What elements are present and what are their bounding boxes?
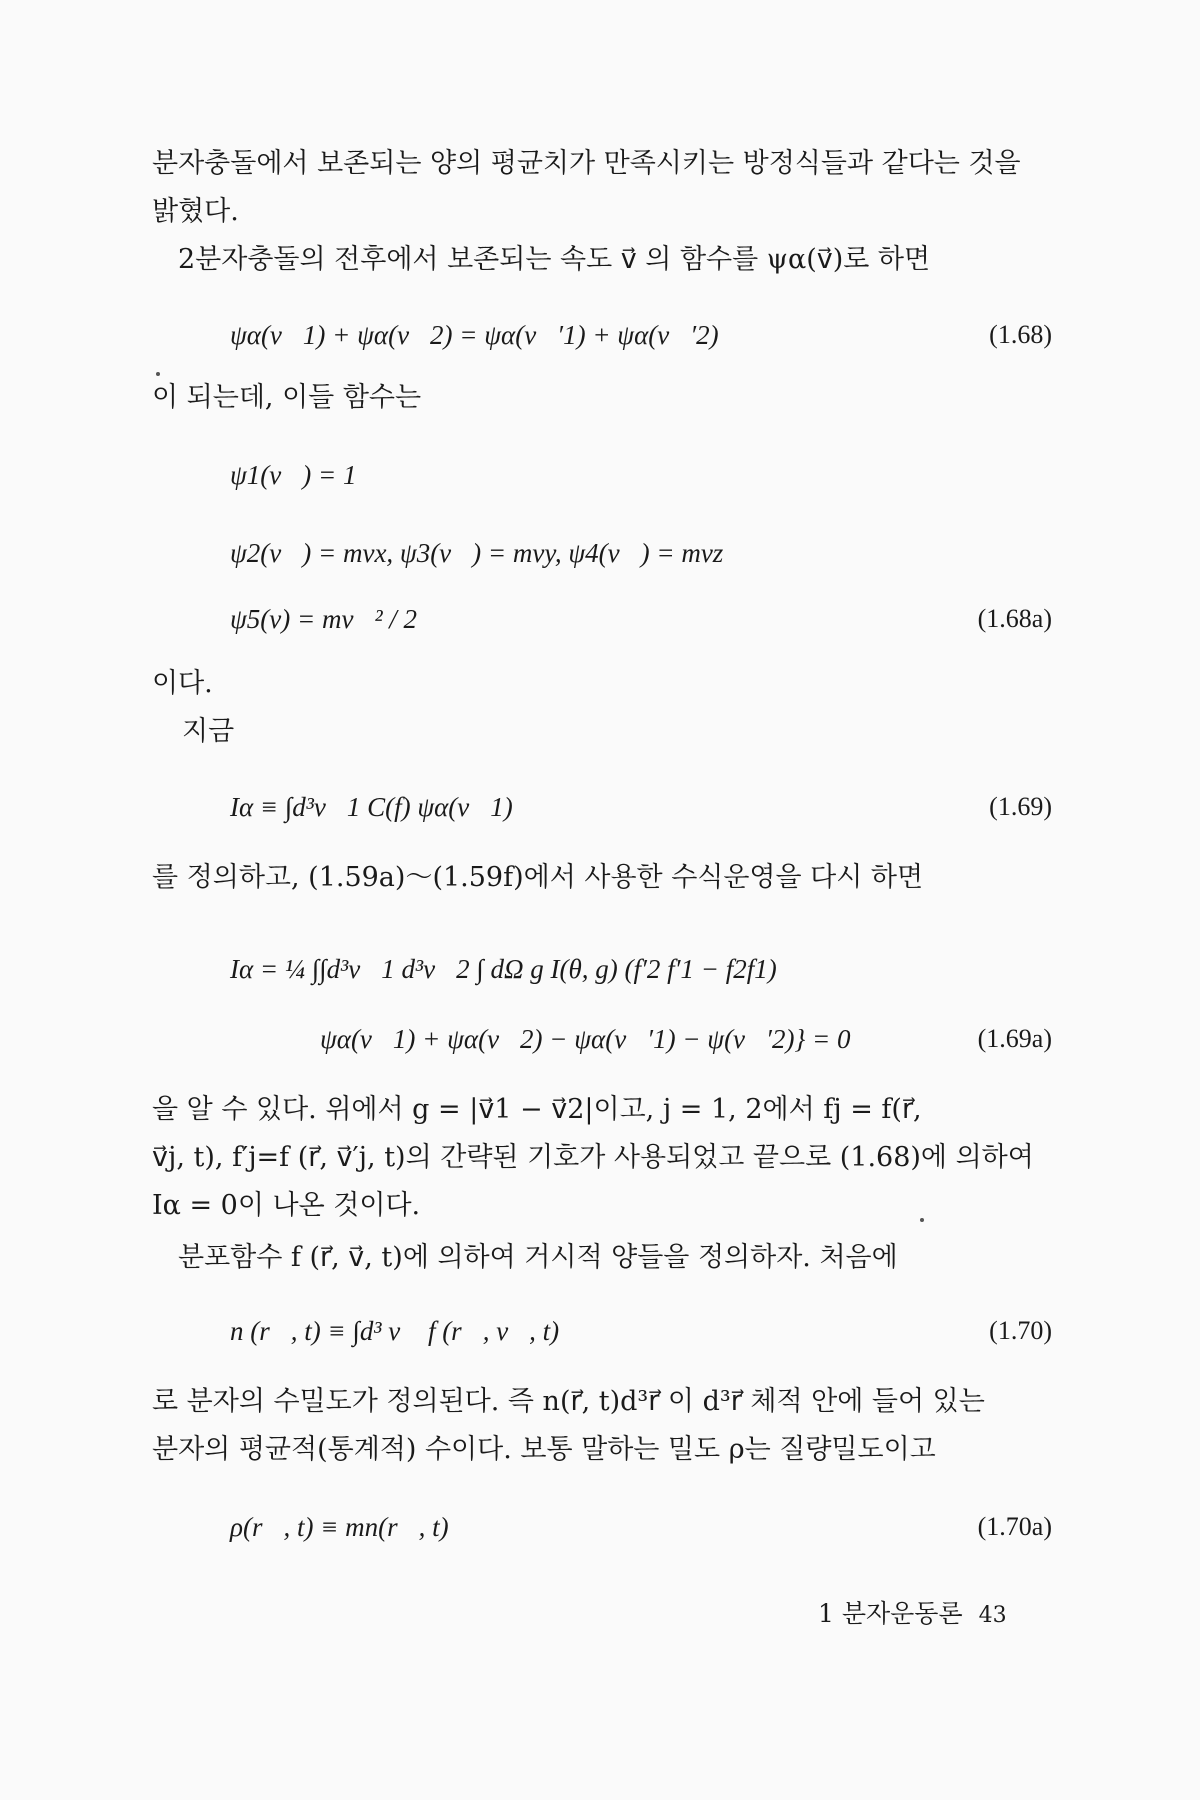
equation-number-1-69: (1.69) [989,792,1052,821]
equation-1-69a-line-1: Iα = ¼ ∫∫d³v⃗1 d³v⃗2 ∫ dΩ g I(θ, g) (f′2 f′1 − f2f1) [230,954,777,984]
paragraph-line-3: 2분자충돌의 전후에서 보존되는 속도 v⃗ 의 함수를 ψα(v⃗)로 하면 [178,244,931,275]
equation-number-1-70: (1.70) [989,1316,1052,1345]
equation-psi5: ψ5(v) = mv⃗² / 2 [230,604,418,634]
paragraph-line-9: v⃗j, t), f′j=f (r⃗, v⃗′j, t)의 간략된 기호가 사용되었고 끝으로 (1.68)에 의하여 [152,1142,1034,1173]
equation-number-1-70a: (1.70a) [977,1512,1052,1541]
footer-section-title: 1 분자운동론 [818,1599,963,1628]
equation-number-1-68a: (1.68a) [977,604,1052,633]
equation-1-69: Iα ≡ ∫d³v⃗1 C(f) ψα(v⃗1) [230,792,513,822]
equation-number-1-69a: (1.69a) [977,1024,1052,1053]
equation-psi2-psi4: ψ2(v⃗) = mvx, ψ3(v⃗) = mvy, ψ4(v⃗) = mvz [230,538,724,568]
equation-psi1: ψ1(v⃗) = 1 [230,460,357,490]
paragraph-line-11: 분포함수 f (r⃗, v⃗, t)에 의하여 거시적 양들을 정의하자. 처음에 [178,1242,898,1273]
paragraph-line-2: 밝혔다. [152,196,239,227]
scan-speck [156,372,160,376]
equation-1-69a-line-2: ψα(v⃗1) + ψα(v⃗2) − ψα(v⃗′1) − ψ(v⃗′2)} = 0 [320,1024,851,1054]
running-footer [818,1594,1007,1630]
paragraph-line-5: 이다. [152,668,213,699]
paragraph-line-1: 분자충돌에서 보존되는 양의 평균치가 만족시키는 방정식들과 같다는 것을 [152,148,1021,179]
page-number: 43 [978,1603,1007,1628]
paragraph-line-8: 을 알 수 있다. 위에서 g = |v⃗1 − v⃗2|이고, j = 1, 2에서 fj = f(r⃗, [152,1094,922,1125]
scan-speck [920,1218,924,1222]
paragraph-line-10: Iα = 0이 나온 것이다. [152,1190,421,1221]
equation-1-70a: ρ(r⃗, t) ≡ mn(r⃗, t) [230,1512,449,1542]
paragraph-line-4: 이 되는데, 이들 함수는 [152,382,422,413]
equation-1-70: n (r⃗, t) ≡ ∫d³ v⃗ f (r⃗, v⃗, t) [230,1316,560,1346]
equation-1-68: ψα(v⃗1) + ψα(v⃗2) = ψα(v⃗′1) + ψα(v⃗′2) [230,320,719,350]
paragraph-line-6: 지금 [182,716,235,747]
paragraph-line-12: 로 분자의 수밀도가 정의된다. 즉 n(r⃗, t)d³r⃗ 이 d³r⃗ 체적 안에 들어 있는 [152,1386,985,1417]
equation-number-1-68: (1.68) [989,320,1052,349]
paragraph-line-13: 분자의 평균적(통계적) 수이다. 보통 말하는 밀도 ρ는 질량밀도이고 [152,1434,936,1465]
paragraph-line-7: 를 정의하고, (1.59a)～(1.59f)에서 사용한 수식운영을 다시 하면 [152,862,924,893]
